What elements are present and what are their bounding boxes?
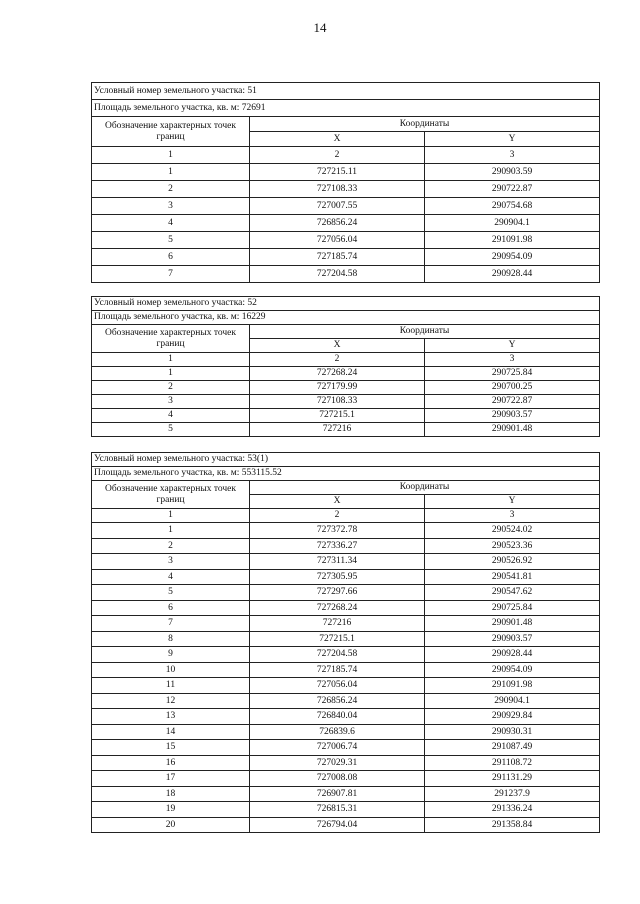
coordinate-row <box>92 523 600 539</box>
x-coordinate: 726839.6 <box>250 724 425 740</box>
point-number: 13 <box>92 709 250 725</box>
y-coordinate: 291131.29 <box>425 771 600 787</box>
parcel-table <box>91 296 600 437</box>
point-number: 10 <box>92 662 250 678</box>
y-coordinate: 290929.84 <box>425 709 600 725</box>
y-coordinate: 290904.1 <box>425 215 600 232</box>
point-number: 2 <box>92 381 250 395</box>
x-coordinate: 727297.66 <box>250 585 425 601</box>
coordinate-row <box>92 740 600 756</box>
y-coordinate: 290954.09 <box>425 249 600 266</box>
point-number: 16 <box>92 755 250 771</box>
y-coordinate: 290930.31 <box>425 724 600 740</box>
point-number: 3 <box>92 395 250 409</box>
x-coordinate: 727179.99 <box>250 381 425 395</box>
coordinate-row <box>92 802 600 818</box>
parcel-area-label: Площадь земельного участка, кв. м: 16229 <box>92 311 600 325</box>
point-number: 4 <box>92 215 250 232</box>
coordinate-row <box>92 554 600 570</box>
point-number: 1 <box>92 367 250 381</box>
x-coordinate: 727215.11 <box>250 164 425 181</box>
points-header: Обозначение характерных точек границ <box>92 325 250 353</box>
y-coordinate: 291091.98 <box>425 678 600 694</box>
y-coordinate: 291091.98 <box>425 232 600 249</box>
point-number: 9 <box>92 647 250 663</box>
x-coordinate: 727215.1 <box>250 409 425 423</box>
point-number: 17 <box>92 771 250 787</box>
point-number: 14 <box>92 724 250 740</box>
point-number: 12 <box>92 693 250 709</box>
y-header: Y <box>425 132 600 147</box>
column-number: 1 <box>92 147 250 164</box>
y-coordinate: 290901.48 <box>425 616 600 632</box>
x-header: X <box>250 495 425 509</box>
y-coordinate: 290954.09 <box>425 662 600 678</box>
coordinate-row <box>92 215 600 232</box>
column-number: 3 <box>425 147 600 164</box>
y-coordinate: 291087.49 <box>425 740 600 756</box>
coordinate-row <box>92 181 600 198</box>
point-number: 11 <box>92 678 250 694</box>
x-coordinate: 727007.55 <box>250 198 425 215</box>
y-coordinate: 290526.92 <box>425 554 600 570</box>
point-number: 2 <box>92 181 250 198</box>
column-number: 3 <box>425 353 600 367</box>
y-coordinate: 290903.59 <box>425 164 600 181</box>
point-number: 4 <box>92 409 250 423</box>
x-coordinate: 727185.74 <box>250 662 425 678</box>
point-number: 3 <box>92 198 250 215</box>
parcel-area-label: Площадь земельного участка, кв. м: 553115.52 <box>92 467 600 481</box>
coordinate-row <box>92 395 600 409</box>
y-coordinate: 290901.48 <box>425 423 600 437</box>
column-number: 1 <box>92 509 250 523</box>
coordinate-row <box>92 249 600 266</box>
x-coordinate: 726840.04 <box>250 709 425 725</box>
x-coordinate: 727311.34 <box>250 554 425 570</box>
coordinate-row <box>92 755 600 771</box>
x-coordinate: 726907.81 <box>250 786 425 802</box>
x-coordinate: 727268.24 <box>250 367 425 381</box>
y-header: Y <box>425 339 600 353</box>
parcel-number-label: Условный номер земельного участка: 53(1) <box>92 453 600 467</box>
parcel-table <box>91 452 600 833</box>
y-coordinate: 290903.57 <box>425 409 600 423</box>
y-coordinate: 290700.25 <box>425 381 600 395</box>
y-coordinate: 290722.87 <box>425 181 600 198</box>
point-number: 5 <box>92 423 250 437</box>
point-number: 20 <box>92 817 250 833</box>
x-coordinate: 727108.33 <box>250 395 425 409</box>
x-coordinate: 727108.33 <box>250 181 425 198</box>
y-coordinate: 290903.57 <box>425 631 600 647</box>
point-number: 4 <box>92 569 250 585</box>
x-coordinate: 727006.74 <box>250 740 425 756</box>
y-coordinate: 290725.84 <box>425 367 600 381</box>
x-header: X <box>250 132 425 147</box>
x-coordinate: 727204.58 <box>250 266 425 283</box>
coordinate-row <box>92 409 600 423</box>
page-number: 14 <box>313 20 327 35</box>
point-number: 6 <box>92 600 250 616</box>
coordinates-header: Координаты <box>250 481 600 495</box>
coordinate-row <box>92 569 600 585</box>
points-header: Обозначение характерных точек границ <box>92 117 250 147</box>
x-coordinate: 726856.24 <box>250 693 425 709</box>
y-coordinate: 291108.72 <box>425 755 600 771</box>
point-number: 1 <box>92 523 250 539</box>
y-coordinate: 290928.44 <box>425 647 600 663</box>
x-coordinate: 726815.31 <box>250 802 425 818</box>
coordinate-row <box>92 786 600 802</box>
y-coordinate: 290523.36 <box>425 538 600 554</box>
coordinate-row <box>92 232 600 249</box>
x-coordinate: 727056.04 <box>250 232 425 249</box>
coordinate-row <box>92 724 600 740</box>
column-number: 2 <box>250 509 425 523</box>
coordinate-row <box>92 600 600 616</box>
parcel-number-label: Условный номер земельного участка: 51 <box>92 83 600 100</box>
point-number: 8 <box>92 631 250 647</box>
point-number: 15 <box>92 740 250 756</box>
coordinate-row <box>92 266 600 283</box>
point-number: 5 <box>92 585 250 601</box>
point-number: 2 <box>92 538 250 554</box>
x-coordinate: 727216 <box>250 423 425 437</box>
y-coordinate: 290904.1 <box>425 693 600 709</box>
parcel-area-label: Площадь земельного участка, кв. м: 72691 <box>92 100 600 117</box>
y-coordinate: 290541.81 <box>425 569 600 585</box>
coordinate-row <box>92 538 600 554</box>
x-coordinate: 727056.04 <box>250 678 425 694</box>
coordinates-header: Координаты <box>250 117 600 132</box>
y-coordinate: 291237.9 <box>425 786 600 802</box>
coordinate-row <box>92 631 600 647</box>
coordinate-row <box>92 709 600 725</box>
x-header: X <box>250 339 425 353</box>
column-number: 1 <box>92 353 250 367</box>
coordinate-row <box>92 164 600 181</box>
coordinate-row <box>92 616 600 632</box>
point-number: 7 <box>92 616 250 632</box>
coordinate-row <box>92 817 600 833</box>
coordinate-row <box>92 678 600 694</box>
y-coordinate: 290722.87 <box>425 395 600 409</box>
coordinate-row <box>92 381 600 395</box>
coordinate-row <box>92 693 600 709</box>
y-coordinate: 290524.02 <box>425 523 600 539</box>
x-coordinate: 727372.78 <box>250 523 425 539</box>
point-number: 5 <box>92 232 250 249</box>
coordinate-row <box>92 423 600 437</box>
coordinate-row <box>92 662 600 678</box>
y-coordinate: 291336.24 <box>425 802 600 818</box>
column-number: 2 <box>250 353 425 367</box>
coordinate-row <box>92 647 600 663</box>
parcel-number-label: Условный номер земельного участка: 52 <box>92 297 600 311</box>
column-number: 3 <box>425 509 600 523</box>
coordinate-row <box>92 198 600 215</box>
point-number: 18 <box>92 786 250 802</box>
x-coordinate: 727305.95 <box>250 569 425 585</box>
x-coordinate: 727204.58 <box>250 647 425 663</box>
x-coordinate: 727216 <box>250 616 425 632</box>
point-number: 19 <box>92 802 250 818</box>
point-number: 3 <box>92 554 250 570</box>
parcel-table <box>91 82 600 283</box>
y-coordinate: 290547.62 <box>425 585 600 601</box>
x-coordinate: 726794.04 <box>250 817 425 833</box>
x-coordinate: 727215.1 <box>250 631 425 647</box>
coordinate-row <box>92 585 600 601</box>
x-coordinate: 727029.31 <box>250 755 425 771</box>
column-number: 2 <box>250 147 425 164</box>
coordinate-row <box>92 771 600 787</box>
y-coordinate: 291358.84 <box>425 817 600 833</box>
point-number: 6 <box>92 249 250 266</box>
x-coordinate: 727268.24 <box>250 600 425 616</box>
x-coordinate: 727336.27 <box>250 538 425 554</box>
x-coordinate: 727185.74 <box>250 249 425 266</box>
points-header: Обозначение характерных точек границ <box>92 481 250 509</box>
y-coordinate: 290754.68 <box>425 198 600 215</box>
coordinate-row <box>92 367 600 381</box>
x-coordinate: 726856.24 <box>250 215 425 232</box>
y-coordinate: 290928.44 <box>425 266 600 283</box>
x-coordinate: 727008.08 <box>250 771 425 787</box>
y-coordinate: 290725.84 <box>425 600 600 616</box>
y-header: Y <box>425 495 600 509</box>
point-number: 1 <box>92 164 250 181</box>
point-number: 7 <box>92 266 250 283</box>
coordinates-header: Координаты <box>250 325 600 339</box>
